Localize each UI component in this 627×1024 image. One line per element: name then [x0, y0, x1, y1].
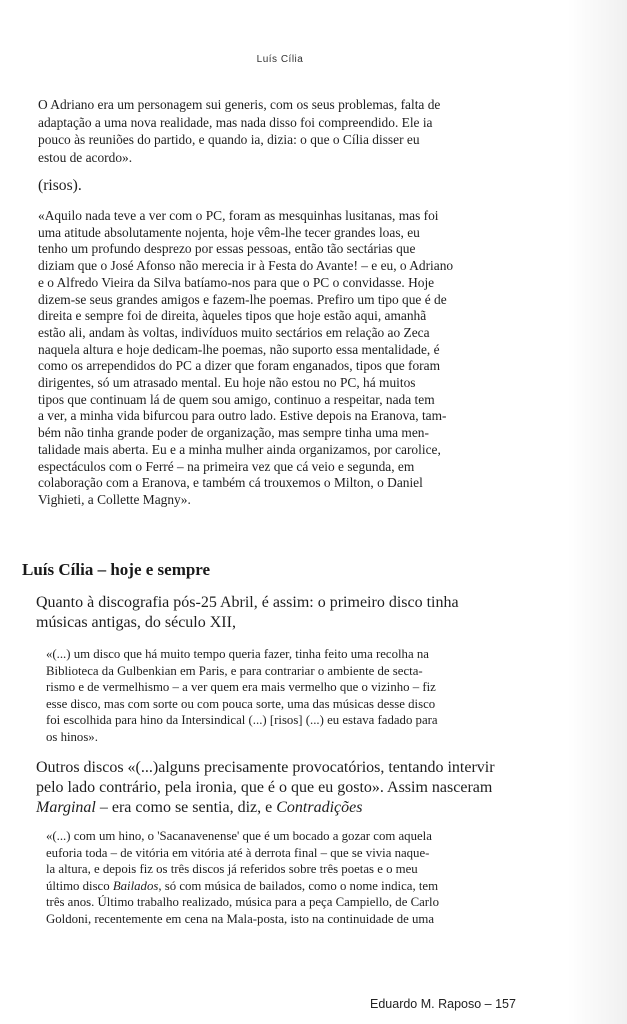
quote-line: «Aquilo nada teve a ver com o PC, foram as mesquinhas lusitanas, mas foi [38, 208, 439, 223]
text-line: pouco às reuniões do partido, e quando ia, dizia: o que o Cília disser eu [38, 132, 420, 148]
quote-line: la altura, e depois fiz os três discos já referidos sobre três poetas e o meu [46, 862, 418, 877]
quote-line: rismo e de vermelhismo – a ver quem era mais vermelho que o vizinho – fiz [46, 680, 436, 695]
album-title-marginal: Marginal [36, 799, 96, 816]
paragraph-2 [36, 593, 522, 633]
text-fragment: – era como se sentia, diz, e [95, 799, 277, 816]
risos-line: (risos). [38, 177, 82, 194]
quote-line: esse disco, mas com sorte ou com pouca sorte, uma das músicas desse disco [46, 696, 436, 711]
album-title-contradicoes: Contradições [276, 799, 363, 816]
quote-1 [38, 208, 504, 509]
quote-line: diziam que o José Afonso não merecia ir à Festa do Avante! – e eu, o Adriano [38, 258, 454, 274]
quote-line: dizem-se seus grandes amigos e fazem-lhe poemas. Prefiro um tipo que é de [38, 291, 447, 307]
quote-line: a ver, a minha vida bifurcou para outro lado. Estive depois na Eranova, tam- [38, 408, 447, 424]
quote-line: espectáculos com o Ferré – na primeira vez que cá veio e segunda, em [38, 458, 415, 474]
running-header: Luís Cília [256, 54, 304, 65]
quote-line: naquela altura e hoje dedicam-lhe poemas, não suporto essa mentalidade, é [38, 341, 440, 357]
text-line: estou de acordo». [38, 149, 133, 165]
quote-line: «(...) com um hino, o 'Sacanavenense' que é um bocado a gozar com aquela [46, 829, 432, 843]
album-title-bailados: Bailados [112, 878, 159, 893]
quote-line: Goldoni, recentemente em cena na Mala-posta, isto na continuidade de uma [46, 911, 435, 926]
quote-line: como os arrependidos do PC a dizer que foram enganados, tipos que foram [38, 358, 440, 374]
text-line: adaptação a uma nova realidade, mas nada disso foi compreendido. Ele ia [38, 114, 433, 130]
text-line: Outros discos «(...)alguns precisamente provocatórios, tentando intervir [36, 759, 495, 776]
quote-line: Biblioteca da Gulbenkian em Paris, e para contrariar o ambiente de secta- [46, 663, 423, 678]
quote-line: direita e sempre foi de direita, àqueles tipos que hoje estão aqui, amanhã [38, 308, 427, 324]
quote-3 [46, 828, 502, 928]
quote-line: três anos. Último trabalho realizado, música para a peça Campiello, de Carlo [46, 895, 440, 910]
text-line: músicas antigas, do século XII, [36, 614, 236, 631]
quote-2 [46, 646, 502, 746]
quote-line: e o Alfredo Vieira da Silva batíamo-nos para que o PC o convidasse. Hoje [38, 274, 435, 290]
quote-line [46, 878, 502, 895]
quote-line: «(...) um disco que há muito tempo queria fazer, tinha feito uma recolha na [46, 647, 429, 661]
quote-line: estão ali, andam às voltas, indivíduos muito sectários em relação ao Zeca [38, 324, 430, 340]
quote-line: talidade mais aberta. Eu e a minha mulher ainda organizamos, por carolice, [38, 441, 441, 457]
quote-line: foi escolhida para hino da Intersindical (...) [risos] (...) eu estava fadado para [46, 713, 438, 728]
page-footer: Eduardo M. Raposo – 157 [370, 997, 516, 1011]
quote-line: dirigentes, só um atrasado mental. Eu hoje não estou no PC, há muitos [38, 375, 416, 391]
paragraph-3 [36, 758, 522, 818]
quote-line: uma atitude absolutamente nojenta, hoje vêm-lhe tecer grandes loas, eu [38, 224, 420, 240]
section-title: Luís Cília – hoje e sempre [22, 560, 211, 579]
quote-line: bém não tinha grande poder de organização, mas sempre tinha uma men- [38, 425, 429, 441]
quote-line: colaboração com a Eranova, e também cá trouxemos o Milton, o Daniel [38, 475, 423, 491]
page-edge-shadow [567, 0, 627, 1024]
text-fragment: , só com música de bailados, como o nome indica, tem [158, 878, 439, 893]
text-fragment: último disco [46, 878, 113, 893]
quote-line: tenho um profundo desprezo por essas pessoas, então tão sectárias que [38, 241, 416, 257]
quote-line: euforia toda – de vitória em vitória até à derrota final – que se vivia naque- [46, 845, 430, 860]
text-line: O Adriano era um personagem sui generis, com os seus problemas, falta de [38, 97, 441, 112]
quote-line: os hinos». [46, 729, 98, 744]
quote-line: Vighieti, a Collette Magny». [38, 491, 191, 507]
text-line: pelo lado contrário, pela ironia, que é o que eu gosto». Assim nasceram [36, 779, 493, 796]
text-line [36, 798, 522, 818]
quote-line: tipos que continuam lá de quem sou amigo, continuo a respeitar, nada tem [38, 391, 435, 407]
text-line: Quanto à discografia pós-25 Abril, é assim: o primeiro disco tinha [36, 594, 459, 611]
paragraph-1 [38, 96, 504, 166]
